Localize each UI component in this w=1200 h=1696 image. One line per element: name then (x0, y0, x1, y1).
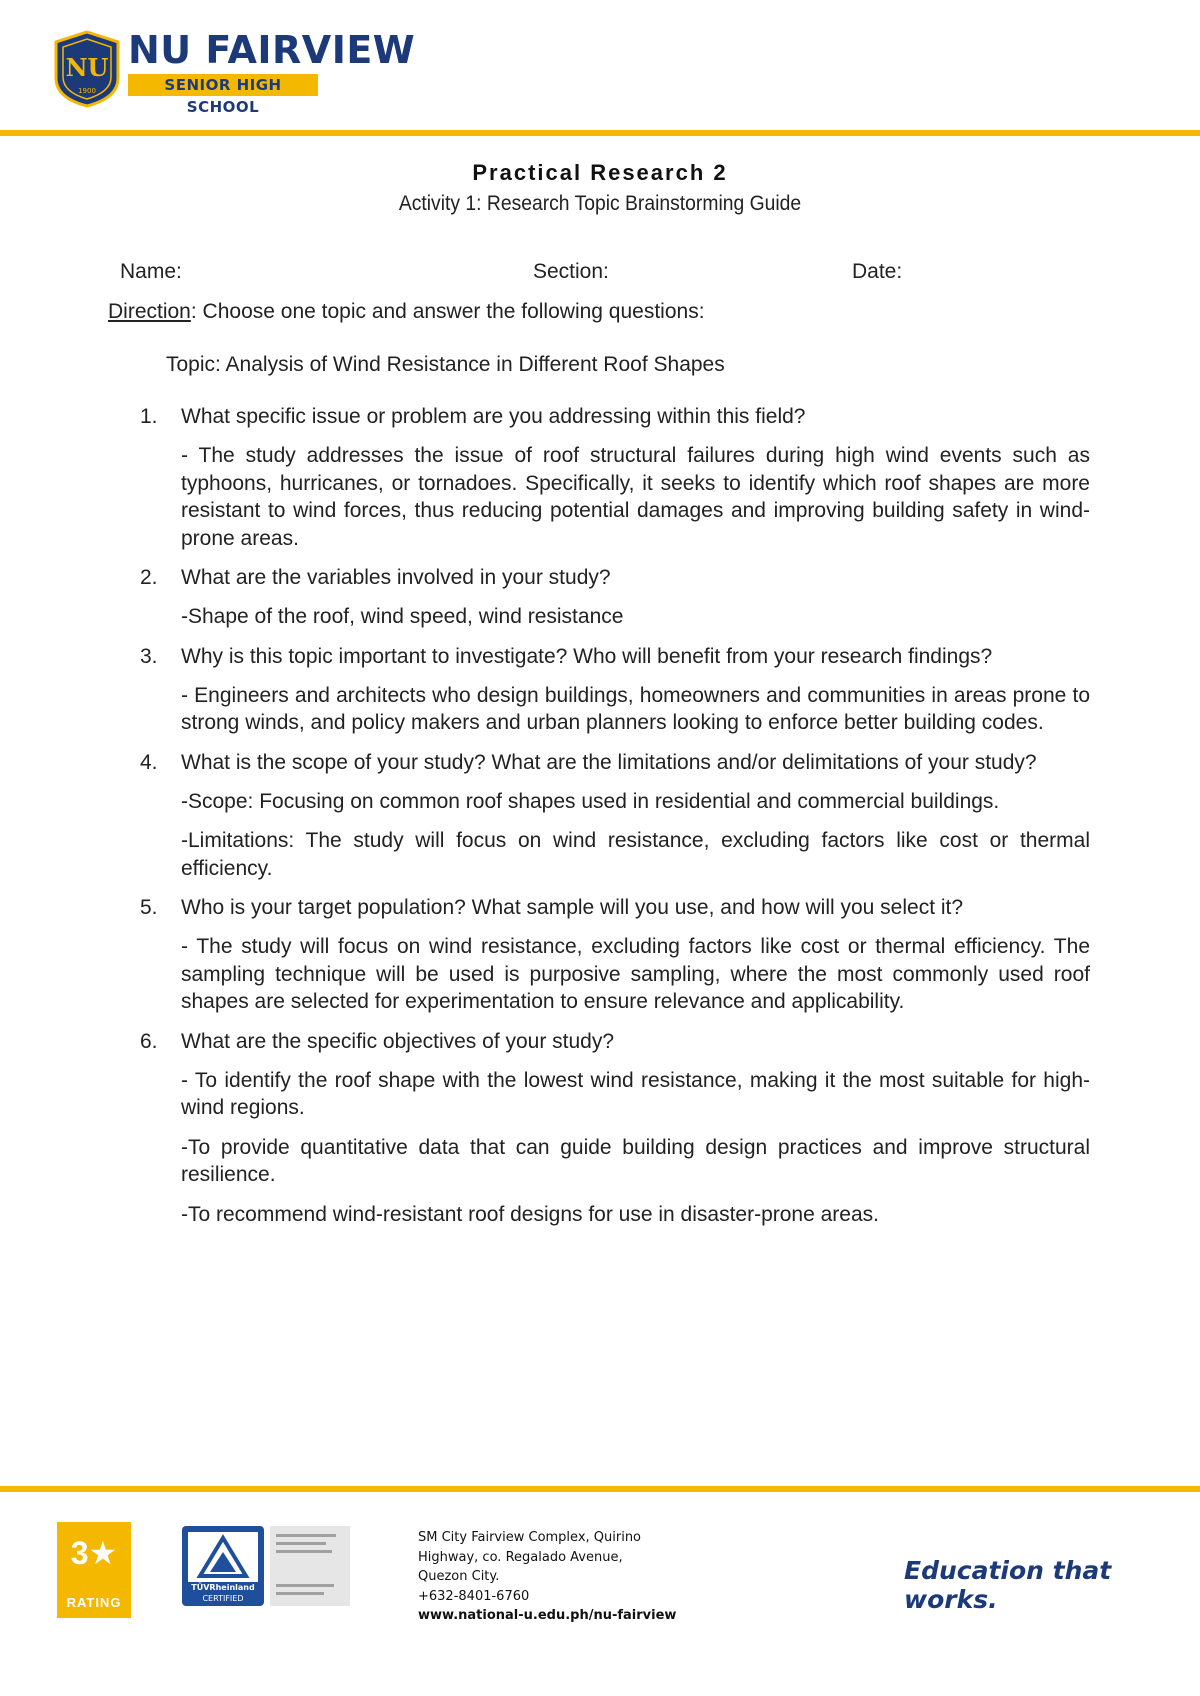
question-number: 2. (140, 566, 158, 589)
answer-paragraph: -To provide quantitative data that can guide building design practices and improve structural resilience. (181, 1135, 1090, 1186)
direction-line (108, 300, 705, 324)
page-header (0, 0, 1200, 140)
address-line: Highway, co. Regalado Avenue, (418, 1549, 623, 1565)
direction-label: Direction (108, 300, 191, 323)
section-field-label: Section: (533, 260, 609, 283)
header-divider (0, 130, 1200, 136)
question-item (140, 403, 1090, 552)
question-number: 6. (140, 1029, 158, 1053)
question-text: Why is this topic important to investigate? Who will benefit from your research findings? (181, 644, 993, 668)
answer-paragraph: - To identify the roof shape with the lowest wind resistance, making it the most suitable for high-wind regions. (181, 1068, 1090, 1119)
direction-text: : Choose one topic and answer the following questions: (190, 300, 705, 323)
address-line: Quezon City. (418, 1569, 500, 1584)
answer-paragraph: - Engineers and architects who design buildings, homeowners and communities in areas prone to strong winds, and policy makers and urban planners looking to enforce better building codes. (181, 683, 1090, 734)
answer-paragraph: -To recommend wind-resistant roof designs for use in disaster-prone areas. (181, 1202, 879, 1226)
phone-number: +632-8401-6760 (418, 1588, 530, 1604)
answer-paragraph: - The study will focus on wind resistance, excluding factors like cost or thermal efficiency. The sampling technique will be used is purposive sampling, where the most commonly used roof shapes are selected for experimentation to ensure relevance and applicability. (181, 935, 1090, 1013)
question-number: 3. (140, 644, 158, 668)
address-line: SM City Fairview Complex, Quirino (418, 1530, 642, 1545)
question-item (140, 749, 1090, 883)
school-subtitle: SENIOR HIGH SCHOOL (128, 74, 318, 96)
rating-label: RATING (66, 1595, 122, 1610)
rating-value: 3★ (70, 1535, 118, 1571)
rating-badge (57, 1522, 131, 1618)
tagline: Education that works. (904, 1556, 1112, 1614)
answer-paragraph: -Limitations: The study will focus on wind resistance, excluding factors like cost or thermal efficiency. (181, 829, 1090, 880)
question-text: What are the variables involved in your study? (181, 566, 611, 589)
footer-divider (0, 1486, 1200, 1492)
school-name: NU FAIRVIEW (128, 28, 416, 72)
tuv-certified-logo-icon (182, 1524, 352, 1608)
question-text: What are the specific objectives of your study? (181, 1029, 615, 1053)
question-item (140, 1028, 1090, 1229)
question-number: 5. (140, 896, 158, 919)
document-subtitle: Activity 1: Research Topic Brainstorming Guide (398, 192, 802, 215)
question-number: 4. (140, 750, 158, 774)
crest-year: 1900 (78, 87, 96, 95)
answer-paragraph: -Scope: Focusing on common roof shapes used in residential and commercial buildings. (181, 789, 1000, 813)
school-crest-icon (52, 30, 122, 108)
date-field-label: Date: (852, 260, 903, 283)
question-text: What specific issue or problem are you addressing within this field? (181, 405, 806, 428)
answer-paragraph: - The study addresses the issue of roof structural failures during high wind events such as typhoons, hurricanes, or tornadoes. Specifically, it seeks to identify which roof shapes are more resistant to wind forces, thus reducing potential damages and improving building safety in wind-prone areas. (181, 444, 1090, 550)
school-address (418, 1528, 676, 1626)
website-link[interactable]: www.national-u.edu.ph/nu-fairview (418, 1608, 677, 1623)
answer-paragraph: -Shape of the roof, wind speed, wind resistance (181, 605, 624, 628)
question-number: 1. (140, 405, 158, 428)
crest-initials: NU (65, 53, 109, 82)
document-title: Practical Research 2 (472, 160, 728, 185)
question-text: What is the scope of your study? What are the limitations and/or delimitations of your study? (181, 750, 1037, 774)
cert-badge: CERTIFIED (202, 1594, 244, 1603)
question-item (140, 894, 1090, 1016)
question-item (140, 643, 1090, 737)
question-item (140, 564, 1090, 631)
question-list (140, 403, 1090, 1228)
question-text: Who is your target population? What sample will you use, and how will you select it? (181, 896, 964, 919)
topic-line: Topic: Analysis of Wind Resistance in Different Roof Shapes (166, 353, 725, 376)
name-field-label: Name: (120, 260, 182, 283)
cert-label: TÜVRheinland (191, 1583, 255, 1592)
